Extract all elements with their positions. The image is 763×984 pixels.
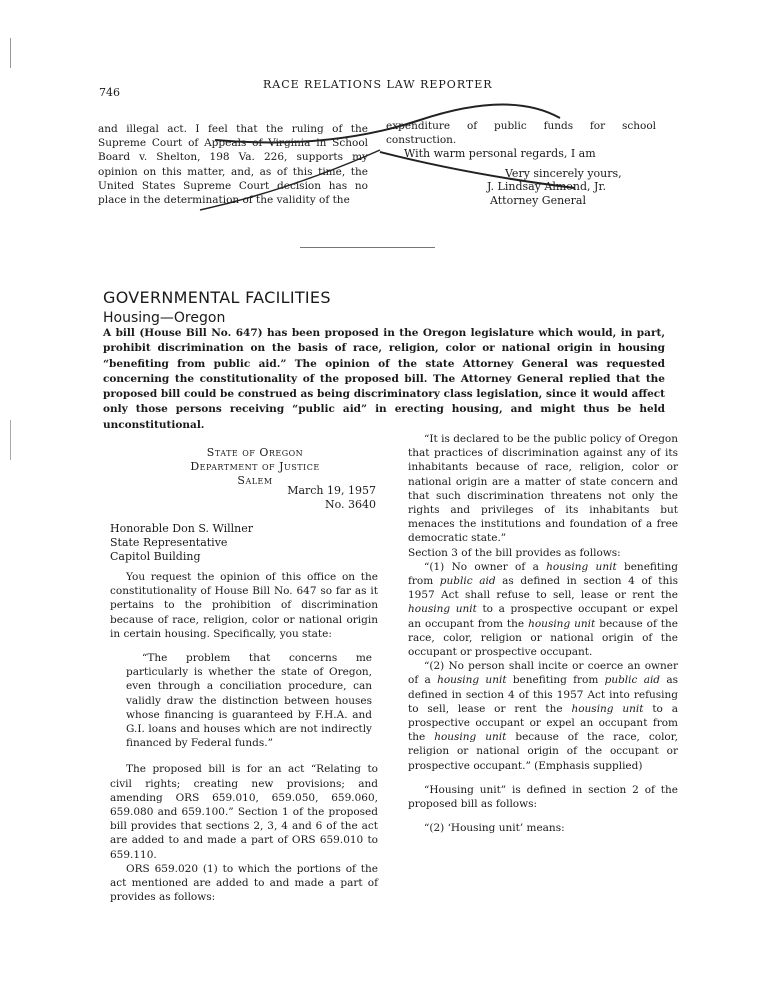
section3-subsection-2: “(2) No person shall incite or coerce an owner of a housing unit benefiting from public aid as defined in section 4 of this 1957 Act into refusing to sell, lease or rent the housing unit to a prospective occupant or expel an occupant from the housing unit because of the race, color, religion or national origin of the occupant or prospective occupant.” (Emphasis supplied) (408, 660, 678, 772)
section-subtitle: Housing—Oregon (103, 310, 226, 326)
definition-intro: “Housing unit” is defined in section 2 of the proposed bill as follows: (408, 783, 678, 811)
separator-rule (300, 247, 435, 248)
opinion-number: No. 3640 (324, 498, 376, 511)
left-column-body (110, 570, 378, 904)
letterhead-city: Salem (237, 474, 273, 487)
previous-letter-text: and illegal act. I feel that the ruling of the Supreme Court of Appeals of Virginia in School Board v. Shelton, 198 Va. 226, supports my opinion on this matter, and, as of this time, the United States Supreme Court decision has no place in the determination of the validity of the (98, 123, 368, 207)
section3-intro: Section 3 of the bill provides as follows: (408, 546, 621, 559)
opinion-paragraph-2: The proposed bill is for an act “Relating to civil rights; creating new provisions; and amending ORS 659.010, 659.050, 659.060, 659.080 and 659.100.” Section 1 of the proposed bill provides that sections 2, 3, 4 and 6 of the act are added to and made a part of ORS 659.010 to 659.110. (110, 763, 378, 861)
summary-paragraph: A bill (House Bill No. 647) has been proposed in the Oregon legislature which would, in part, prohibit discrimination on the basis of race, religion, color or national origin in housing “benefiting from public aid.” The opinion of the state Attorney General was requested concerning the constitutionality of the proposed bill. The Attorney General replied that the proposed bill could be construed as being discriminatory class legislation, since it would affect only those persons receiving “public aid” in erecting housing, and might thus be held unconstitutional. (103, 327, 665, 431)
strike-through-marks (0, 0, 763, 260)
signer-name: J. Lindsay Almond, Jr. (487, 180, 607, 193)
definition-start: “(2) ‘Housing unit’ means: (424, 822, 565, 835)
addressee-title: State Representative (110, 536, 228, 549)
valediction: Very sincerely yours, (505, 167, 622, 180)
quoted-question: “The problem that concerns me particularly is whether the state of Oregon, even through a conciliation procedure, can validly draw the distinction between houses whose financing is guaranteed by F.H.A. and G.I. loans and houses which are not indirectly financed by Federal funds.” (126, 652, 372, 750)
right-column-body (408, 432, 678, 835)
letterhead-state: State of Oregon (206, 446, 304, 459)
signer-title: Attorney General (490, 194, 587, 207)
margin-mark (10, 38, 11, 68)
addressee-place: Capitol Building (110, 550, 201, 563)
policy-quote: “It is declared to be the public policy of Oregon that practices of discrimination against any of its inhabitants because of race, religion, color or national origin are a matter of state concern and that such discrimination threatens not only the rights and privileges of its inhabitants but menaces the institutions and foundation of a free democratic state.” (408, 433, 678, 545)
margin-mark (10, 420, 11, 460)
page-number: 746 (99, 86, 120, 99)
letter-date: March 19, 1957 (287, 484, 376, 497)
opinion-paragraph-1: You request the opinion of this office on the constitutionality of House Bill No. 647 so far as it pertains to the prohibition of discrimination because of race, religion, color or national origin in certain housing. Specifically, you state: (110, 571, 378, 640)
previous-letter-text-continued: expenditure of public funds for school construction. (386, 120, 656, 147)
closing-line: With warm personal regards, I am (404, 147, 596, 160)
letterhead-department: Department of Justice (190, 460, 320, 473)
running-title: RACE RELATIONS LAW REPORTER (263, 78, 493, 91)
addressee-name: Honorable Don S. Willner (110, 522, 253, 535)
section3-subsection-1: “(1) No owner of a housing unit benefiting from public aid as defined in section 4 of this 1957 Act shall refuse to sell, lease or rent the housing unit to a prospective occupant or expel an occupant from the housing unit because of the race, color, religion or national origin of the occupant or prospective occupant. (408, 560, 679, 659)
opinion-paragraph-3: ORS 659.020 (1) to which the portions of the act mentioned are added to and made a part of provides as follows: (110, 862, 378, 904)
section-title: GOVERNMENTAL FACILITIES (103, 288, 331, 307)
